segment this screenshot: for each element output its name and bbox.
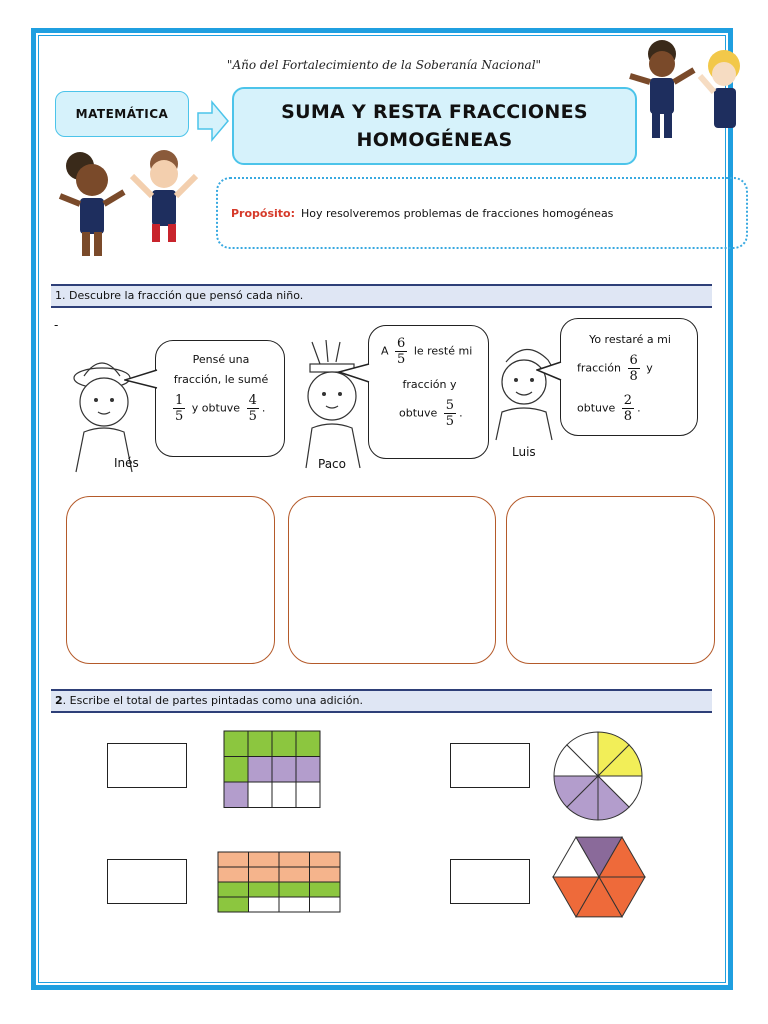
luis-speech-bubble — [560, 318, 698, 436]
answer-box-grid-1[interactable] — [107, 743, 187, 788]
ines-bubble-tail — [124, 368, 158, 392]
stray-dash: - — [54, 318, 59, 332]
purpose-text: Hoy resolveremos problemas de fracciones homogéneas — [301, 207, 614, 220]
paco-drawing — [298, 340, 378, 470]
grid-cell — [279, 897, 310, 912]
grid-cell — [248, 757, 272, 783]
answer-box-hexagon[interactable] — [450, 859, 530, 904]
grid-cell — [296, 731, 320, 757]
grid-cell — [279, 867, 310, 882]
grid-cell — [218, 867, 249, 882]
section-2-number: 2 — [55, 694, 63, 707]
grid-cell — [224, 782, 248, 808]
fraction-circle — [548, 730, 648, 822]
purpose-statement — [231, 207, 613, 220]
answer-box-luis[interactable] — [506, 496, 715, 664]
fraction-grid-green-purple — [223, 730, 321, 810]
national-motto: "Año del Fortalecimiento de la Soberanía Nacional" — [226, 58, 542, 72]
grid-cell — [279, 852, 310, 867]
grid-cell — [310, 852, 341, 867]
grid-cell — [218, 897, 249, 912]
ines-speech-bubble — [155, 340, 285, 457]
grid-cell — [310, 882, 341, 897]
grid-cell — [279, 882, 310, 897]
luis-drawing — [492, 340, 564, 450]
luis-fraction-start: $\frac{6}{8}$ — [629, 353, 638, 384]
grid-cell — [249, 897, 280, 912]
worksheet-title — [232, 87, 637, 165]
ines-line-1: Pensé una — [192, 353, 250, 366]
answer-box-circle[interactable] — [450, 743, 530, 788]
luis-line-2: fracción $\frac{6}{8}$ y — [577, 353, 653, 384]
fraction-grid-orange-green — [217, 851, 341, 913]
grid-cell — [272, 782, 296, 808]
grid-cell — [310, 897, 341, 912]
grid-cell — [310, 867, 341, 882]
paco-equation: obtuve $\frac{5}{5}$ . — [399, 398, 463, 429]
section-1-instruction: Descubre la fracción que pensó cada niño. — [69, 289, 304, 302]
kid-name-luis: Luis — [512, 445, 536, 459]
grid-cell — [248, 731, 272, 757]
paco-line-2: fracción y — [402, 378, 457, 391]
grid-cell — [249, 882, 280, 897]
kids-illustration-left — [52, 140, 212, 270]
paco-fraction-result: $\frac{5}{5}$ — [445, 398, 455, 429]
paco-speech-bubble — [368, 325, 489, 459]
section-1-header — [51, 284, 712, 308]
ines-fraction-result: $\frac{4}{5}$ — [248, 393, 257, 424]
luis-fraction-result: $\frac{2}{8}$ — [623, 393, 633, 424]
ines-equation: $\frac{1}{5}$ y obtuve $\frac{4}{5}$ . — [175, 393, 266, 424]
paco-bubble-tail — [338, 362, 370, 384]
section-2-instruction: . Escribe el total de partes pintadas como una adición. — [62, 694, 363, 707]
answer-box-paco[interactable] — [288, 496, 496, 664]
arrow-right-icon — [197, 99, 229, 143]
paco-line-1: A $\frac{6}{5}$ le resté mi — [381, 336, 473, 367]
kid-name-ines: Inés — [114, 456, 139, 470]
subject-label: MATEMÁTICA — [55, 91, 189, 137]
grid-cell — [249, 852, 280, 867]
section-2-header — [51, 689, 712, 713]
luis-line-1: Yo restaré a mi — [589, 333, 671, 346]
grid-cell — [249, 867, 280, 882]
title-line-2: HOMOGÉNEAS — [356, 129, 513, 151]
grid-cell — [296, 782, 320, 808]
title-line-1: SUMA Y RESTA FRACCIONES — [281, 101, 588, 123]
paco-fraction-start: $\frac{6}{5}$ — [397, 336, 406, 367]
answer-box-ines[interactable] — [66, 496, 275, 664]
kid-name-paco: Paco — [318, 457, 346, 471]
grid-cell — [218, 882, 249, 897]
purpose-label: Propósito: — [231, 207, 296, 220]
kids-illustration-right — [624, 36, 752, 146]
grid-cell — [224, 757, 248, 783]
ines-fraction-added: $\frac{1}{5}$ — [175, 393, 184, 424]
grid-cell — [272, 757, 296, 783]
grid-cell — [224, 731, 248, 757]
grid-cell — [248, 782, 272, 808]
fraction-hexagon — [548, 833, 650, 921]
grid-cell — [218, 852, 249, 867]
luis-equation: obtuve $\frac{2}{8}$ . — [577, 393, 641, 424]
grid-cell — [272, 731, 296, 757]
grid-cell — [296, 757, 320, 783]
section-1-number: 1. — [55, 289, 66, 302]
ines-line-2: fracción, le sumé — [173, 373, 269, 386]
luis-bubble-tail — [536, 360, 562, 382]
answer-box-grid-2[interactable] — [107, 859, 187, 904]
